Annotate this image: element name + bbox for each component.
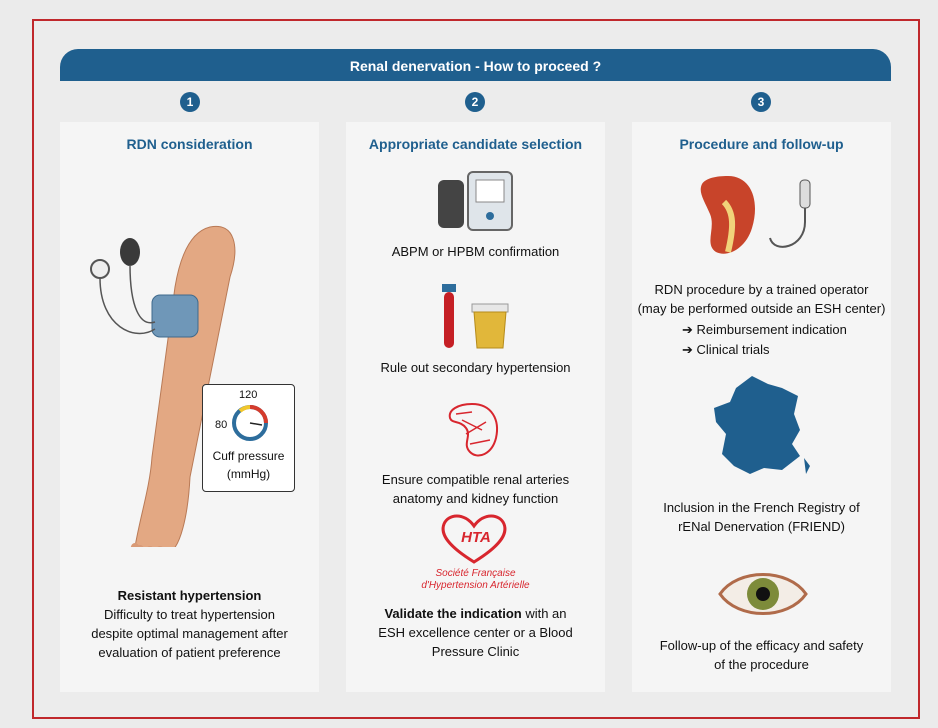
step-number-1: 1 <box>180 92 200 112</box>
gauge-max: 120 <box>239 389 258 401</box>
procedure-text-2: (may be performed outside an ESH center) <box>637 301 886 316</box>
panel-rdn-consideration <box>60 122 319 692</box>
arrow-icon: ➔ <box>682 342 693 357</box>
panel-candidate-selection <box>346 122 605 692</box>
registry-text-1: Inclusion in the French Registry of <box>663 500 860 515</box>
resistant-body-2: despite optimal management after <box>91 626 288 641</box>
gauge-min: 80 <box>215 419 228 431</box>
bullet-reimbursement: Reimbursement indication <box>696 322 847 337</box>
panel-title: Appropriate candidate selection <box>368 136 583 152</box>
validate-text-1: with an <box>521 606 567 621</box>
catheter-icon <box>764 178 824 258</box>
banner-title: Renal denervation - How to proceed ? <box>60 49 891 81</box>
arteries-text-1: Ensure compatible renal arteries <box>381 472 570 487</box>
logo-text: HTA <box>461 529 491 546</box>
validate-text-3: Pressure Clinic <box>431 644 520 659</box>
followup-text-1: Follow-up of the efficacy and safety <box>659 638 864 653</box>
kidney-icon <box>694 172 764 262</box>
arm-with-cuff-icon <box>80 217 240 547</box>
registry-text-2: rENal Denervation (FRIEND) <box>678 519 845 534</box>
validate-bold: Validate the indication <box>384 606 522 621</box>
logo-sub-1: Société Française <box>435 568 516 579</box>
gauge-dial-icon <box>230 403 270 443</box>
blood-pressure-monitor-icon <box>436 170 516 234</box>
eye-icon <box>718 566 808 622</box>
arrow-icon: ➔ <box>682 322 693 337</box>
step-number-3: 3 <box>751 92 771 112</box>
gauge-label-2: (mmHg) <box>226 467 271 481</box>
abpm-text: ABPM or HPBM confirmation <box>391 244 560 259</box>
logo-sub-2: d'Hypertension Artérielle <box>421 580 530 591</box>
cuff-pressure-box <box>202 384 295 492</box>
gauge-label-1: Cuff pressure <box>212 449 285 463</box>
france-map-icon <box>712 374 812 478</box>
renal-arteries-icon <box>442 400 502 462</box>
resistant-body-3: evaluation of patient preference <box>98 645 281 660</box>
step-number-2: 2 <box>465 92 485 112</box>
secondary-text: Rule out secondary hypertension <box>380 360 571 375</box>
resistant-body-1: Difficulty to treat hypertension <box>103 607 275 622</box>
arteries-text-2: anatomy and kidney function <box>392 491 559 506</box>
procedure-text-1: RDN procedure by a trained operator <box>654 282 869 297</box>
followup-text-2: of the procedure <box>714 657 809 672</box>
bullet-clinical-trials: Clinical trials <box>696 342 770 357</box>
panel-title: RDN consideration <box>126 136 253 152</box>
validate-text-2: ESH excellence center or a Blood <box>378 625 573 640</box>
panel-procedure-followup <box>632 122 891 692</box>
resistant-heading: Resistant hypertension <box>117 588 262 603</box>
panel-title: Procedure and follow-up <box>679 136 844 152</box>
blood-urine-sample-icon <box>438 284 518 352</box>
